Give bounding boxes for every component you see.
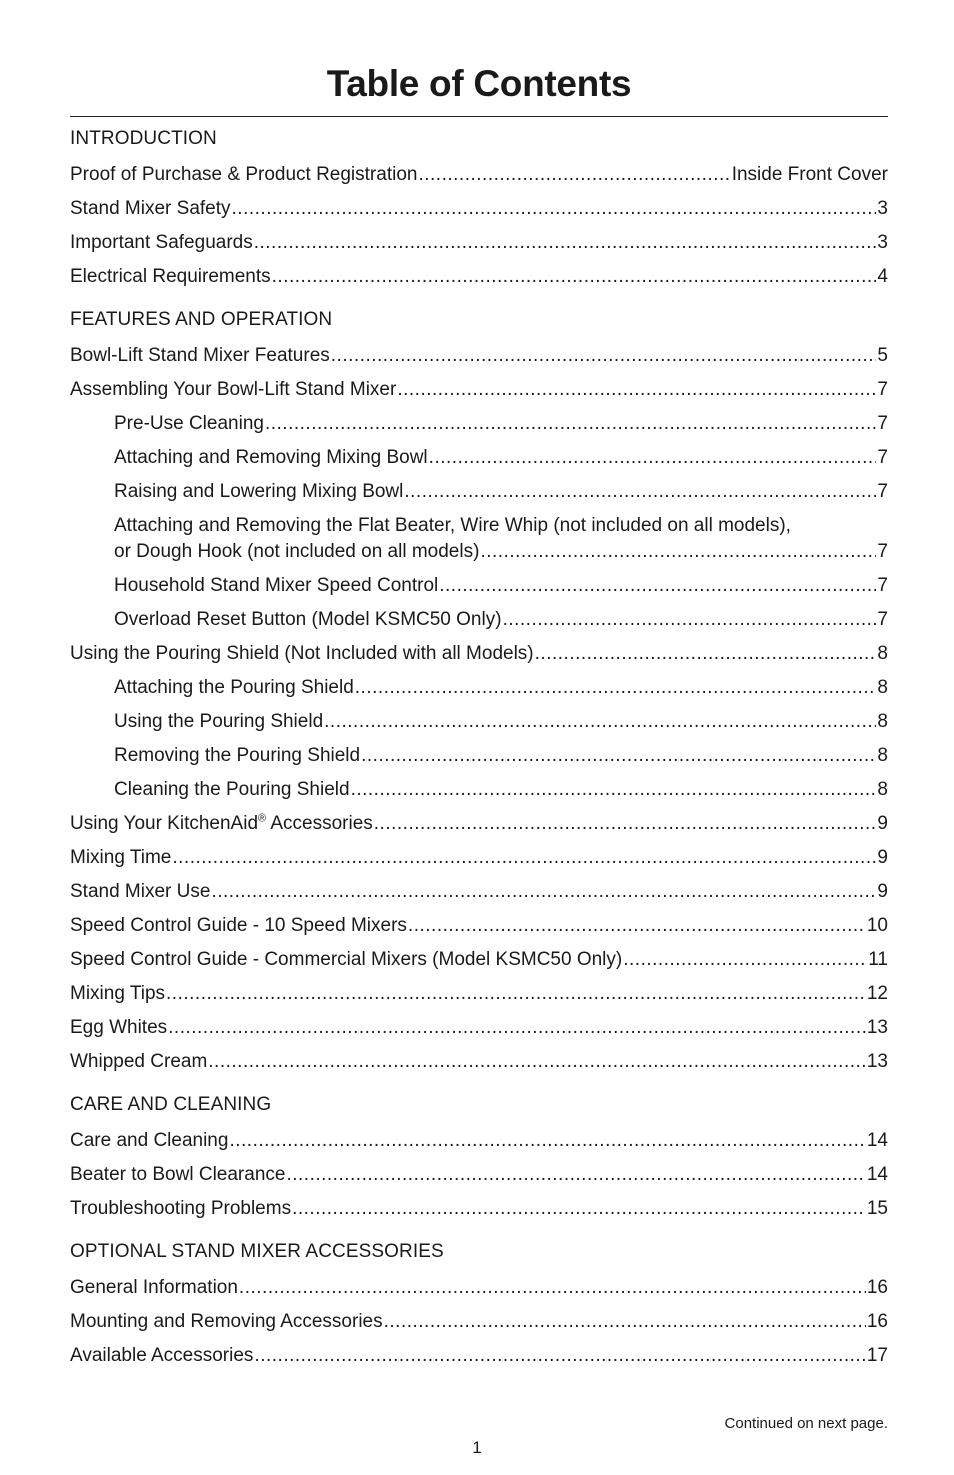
toc-entry-label: Attaching the Pouring Shield [114, 677, 354, 698]
page-number: 1 [472, 1438, 482, 1457]
dot-leader [418, 162, 730, 188]
toc-entry-overload-reset[interactable] [70, 603, 888, 637]
dot-leader [535, 641, 877, 667]
toc-entry-mixing-tips[interactable] [70, 977, 888, 1011]
toc-entry-label: Available Accessories [70, 1345, 254, 1366]
dot-leader [331, 343, 877, 369]
toc-entry-page: 7 [877, 541, 888, 562]
toc-entry-label: Household Stand Mixer Speed Control [114, 575, 439, 596]
toc-entry-cleaning-pouring-shield[interactable] [70, 773, 888, 807]
toc-entry-available-accessories[interactable] [70, 1339, 888, 1373]
toc-entry-page: 7 [877, 575, 888, 596]
toc-entry-page: 15 [866, 1198, 888, 1219]
toc-entry-page: 14 [866, 1164, 888, 1185]
table-of-contents [70, 124, 888, 1373]
toc-entry-label: Overload Reset Button (Model KSMC50 Only) [114, 609, 502, 630]
toc-entry-label: Troubleshooting Problems [70, 1198, 292, 1219]
dot-leader [292, 1196, 866, 1222]
dot-leader [503, 607, 877, 633]
dot-leader [208, 1049, 866, 1075]
toc-entry-page: 10 [866, 915, 888, 936]
dot-leader [408, 913, 866, 939]
toc-entry-page: 14 [866, 1130, 888, 1151]
toc-entry-page: 8 [877, 711, 888, 732]
toc-entry-label: Egg Whites [70, 1017, 168, 1038]
toc-entry-page: 3 [877, 198, 888, 219]
toc-entry-page: 16 [866, 1311, 888, 1332]
toc-entry-kitchenaid-accessories[interactable] [70, 807, 888, 841]
toc-entry-label: Using the Pouring Shield [114, 711, 324, 732]
toc-entry-important-safeguards[interactable] [70, 226, 888, 260]
title-divider [70, 116, 888, 117]
toc-entry-label: Stand Mixer Safety [70, 198, 231, 219]
toc-entry-page: 7 [877, 413, 888, 434]
dot-leader [361, 743, 876, 769]
toc-entry-label: Cleaning the Pouring Shield [114, 779, 350, 800]
toc-entry-proof-of-purchase[interactable] [70, 158, 888, 192]
toc-entry-speed-guide-commercial[interactable] [70, 943, 888, 977]
dot-leader [480, 539, 876, 565]
dot-leader [374, 811, 877, 837]
toc-entry-page: 8 [877, 677, 888, 698]
toc-entry-label: Pre-Use Cleaning [114, 413, 264, 434]
toc-entry-page: 8 [877, 745, 888, 766]
dot-leader [272, 264, 877, 290]
toc-entry-care-and-cleaning[interactable] [70, 1124, 888, 1158]
registered-mark: ® [258, 812, 267, 825]
toc-entry-page: 17 [866, 1345, 888, 1366]
dot-leader [229, 1128, 865, 1154]
toc-entry-stand-mixer-safety[interactable] [70, 192, 888, 226]
toc-entry-using-pouring-shield-section[interactable] [70, 637, 888, 671]
dot-leader [439, 573, 876, 599]
toc-entry-pre-use-cleaning[interactable] [70, 407, 888, 441]
toc-entry-egg-whites[interactable] [70, 1011, 888, 1045]
toc-entry-page: 12 [866, 983, 888, 1004]
toc-entry-using-pouring-shield[interactable] [70, 705, 888, 739]
toc-entry-label: Mixing Time [70, 847, 172, 868]
toc-entry-label: Assembling Your Bowl-Lift Stand Mixer [70, 379, 397, 400]
page-title: Table of Contents [326, 63, 632, 104]
toc-entry-attaching-beater[interactable] [70, 509, 888, 569]
toc-entry-page: 7 [877, 481, 888, 502]
toc-entry-page: 9 [877, 847, 888, 868]
toc-entry-attaching-pouring-shield[interactable] [70, 671, 888, 705]
toc-entry-page: 7 [877, 447, 888, 468]
toc-entry-stand-mixer-use[interactable] [70, 875, 888, 909]
toc-entry-label: General Information [70, 1277, 238, 1298]
toc-entry-label: Mixing Tips [70, 983, 166, 1004]
toc-entry-general-information[interactable] [70, 1271, 888, 1305]
toc-entry-label: Using Your KitchenAid® Accessories [70, 812, 373, 834]
dot-leader [397, 377, 876, 403]
toc-entry-label: Proof of Purchase & Product Registration [70, 164, 418, 185]
toc-entry-beater-clearance[interactable] [70, 1158, 888, 1192]
toc-entry-label: Removing the Pouring Shield [114, 745, 361, 766]
dot-leader [172, 845, 876, 871]
toc-entry-page: Inside Front Cover [731, 164, 888, 185]
dot-leader [254, 230, 877, 256]
toc-entry-speed-guide-10[interactable] [70, 909, 888, 943]
toc-entry-label: Important Safeguards [70, 232, 253, 253]
section-heading-care: CARE AND CLEANING [70, 1094, 272, 1115]
toc-entry-label: Beater to Bowl Clearance [70, 1164, 286, 1185]
toc-entry-removing-pouring-shield[interactable] [70, 739, 888, 773]
continued-note: Continued on next page. [724, 1415, 888, 1432]
toc-entry-mounting-accessories[interactable] [70, 1305, 888, 1339]
section-heading-features: FEATURES AND OPERATION [70, 309, 333, 330]
toc-entry-label: Speed Control Guide - 10 Speed Mixers [70, 915, 407, 936]
toc-entry-page: 9 [877, 881, 888, 902]
section-heading-introduction: INTRODUCTION [70, 128, 217, 149]
dot-leader [232, 196, 877, 222]
toc-entry-label: Attaching and Removing the Flat Beater, Wire Whip (not included on all models), [114, 515, 791, 536]
toc-entry-page: 9 [877, 813, 888, 834]
toc-entry-speed-control[interactable] [70, 569, 888, 603]
toc-entry-page: 3 [877, 232, 888, 253]
dot-leader [324, 709, 876, 735]
section-heading-accessories: OPTIONAL STAND MIXER ACCESSORIES [70, 1241, 444, 1262]
toc-entry-page: 4 [877, 266, 888, 287]
toc-entry-mixing-time[interactable] [70, 841, 888, 875]
dot-leader [166, 981, 866, 1007]
toc-entry-label: Speed Control Guide - Commercial Mixers (Model KSMC50 Only) [70, 949, 623, 970]
toc-entry-page: 5 [877, 345, 888, 366]
toc-entry-label: Raising and Lowering Mixing Bowl [114, 481, 404, 502]
toc-entry-whipped-cream[interactable] [70, 1045, 888, 1079]
toc-entry-mixing-bowl[interactable] [70, 441, 888, 475]
dot-leader [168, 1015, 866, 1041]
dot-leader [265, 411, 876, 437]
dot-leader [211, 879, 876, 905]
toc-entry-label: Using the Pouring Shield (Not Included with all Models) [70, 643, 534, 664]
toc-entry-label: Care and Cleaning [70, 1130, 229, 1151]
toc-entry-troubleshooting[interactable] [70, 1192, 888, 1226]
toc-entry-label: Bowl-Lift Stand Mixer Features [70, 345, 330, 366]
dot-leader [254, 1343, 865, 1369]
toc-entry-page: 7 [877, 379, 888, 400]
dot-leader [429, 445, 877, 471]
dot-leader [384, 1309, 866, 1335]
toc-entry-page: 7 [877, 609, 888, 630]
toc-entry-label: Whipped Cream [70, 1051, 208, 1072]
toc-entry-label: Stand Mixer Use [70, 881, 211, 902]
dot-leader [623, 947, 867, 973]
toc-entry-label: Electrical Requirements [70, 266, 271, 287]
toc-entry-page: 13 [866, 1051, 888, 1072]
toc-entry-page: 13 [866, 1017, 888, 1038]
toc-entry-page: 16 [866, 1277, 888, 1298]
dot-leader [404, 479, 876, 505]
toc-entry-label: Attaching and Removing Mixing Bowl [114, 447, 428, 468]
dot-leader [239, 1275, 866, 1301]
toc-entry-electrical-requirements[interactable] [70, 260, 888, 294]
dot-leader [355, 675, 877, 701]
toc-entry-label-continued: or Dough Hook (not included on all models) [114, 541, 480, 562]
toc-entry-label: Mounting and Removing Accessories [70, 1311, 383, 1332]
toc-entry-assembling[interactable] [70, 373, 888, 407]
toc-entry-page: 8 [877, 779, 888, 800]
toc-entry-bowl-lift-features[interactable] [70, 339, 888, 373]
dot-leader [286, 1162, 865, 1188]
toc-entry-page: 8 [877, 643, 888, 664]
toc-entry-page: 11 [868, 949, 888, 970]
toc-entry-raising-lowering[interactable] [70, 475, 888, 509]
dot-leader [351, 777, 877, 803]
